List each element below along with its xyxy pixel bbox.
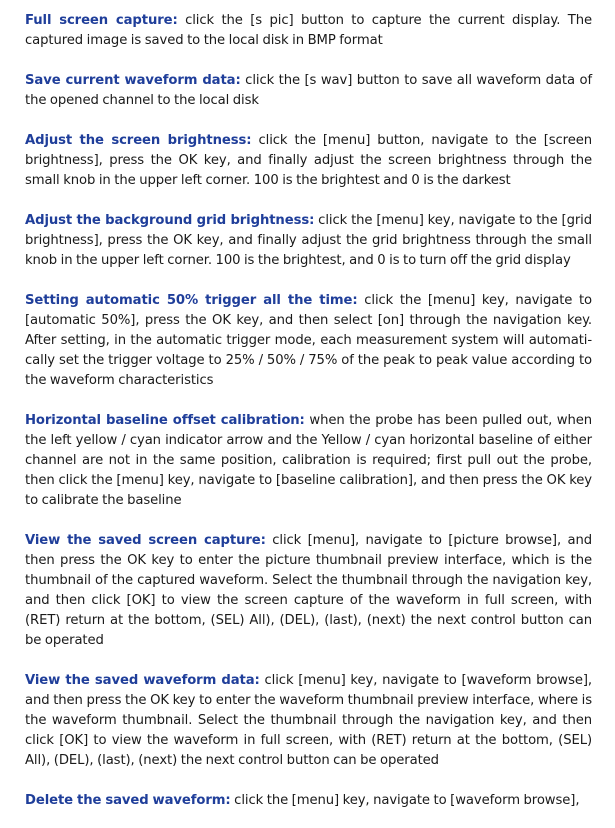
entry-text: click the [s pic] button to capture the current display. The captured image is saved to the local disk in BMP format xyxy=(25,13,593,48)
entry-text: click [menu] key, navigate to [waveform browse], and then press the OK key to enter the waveform thumbnail preview interface, where is the waveform thumbnail. Select the thumbnail through the navigation key, and then click [OK] to view the waveform in full screen, with (RET) return at the bottom, (SEL) All), (DEL), (last), (next) the next control button can be operated xyxy=(25,673,593,768)
entry-term: Setting automatic 50% trigger all the time: xyxy=(25,293,358,308)
entry-term: Save current waveform data: xyxy=(25,73,241,88)
entry-screen-brightness xyxy=(25,131,592,191)
entry-view-screen-capture xyxy=(25,531,592,651)
entry-view-waveform-data xyxy=(25,671,592,771)
entry-term: View the saved waveform data: xyxy=(25,673,260,688)
entry-text: click the [s wav] button to save all waveform data of the opened channel to the local disk xyxy=(25,73,592,108)
entry-text: click the [menu] key, navigate to [waveform browse], xyxy=(230,793,580,808)
entry-full-screen-capture xyxy=(25,11,592,51)
entry-text: click the [menu] button, navigate to the [screen brightness], press the OK key, and finally adjust the screen brightness through the small knob in the upper left corner. 100 is the brightest and 0 is the darkest xyxy=(25,133,592,188)
entry-text: click [menu], navigate to [picture browse], and then press the OK key to enter the picture thumbnail preview interface, which is the thumbnail of the captured waveform. Select the thumbnail through the navigation key, and then click [OK] to view the screen capture of the waveform in full screen, with (RET) return at the bottom, (SEL) All), (DEL), (last), (next) the next control button can be operated xyxy=(25,533,592,648)
entry-term: Adjust the background grid brightness: xyxy=(25,213,315,228)
entry-term: Delete the saved waveform: xyxy=(25,793,231,808)
entry-term: Adjust the screen brightness: xyxy=(25,133,252,148)
entry-automatic-50-trigger xyxy=(25,291,592,391)
entry-grid-brightness xyxy=(25,211,592,271)
entry-term: Full screen capture: xyxy=(25,13,178,28)
entry-text: when the probe has been pulled out, when the left yellow / cyan indicator arrow and the Yellow / cyan horizontal baseline of either channel are not in the same position, calibration is required; first pull out the probe, then click the [menu] key, navigate to [baseline calibration], and then press the OK key to calibrate the baseline xyxy=(25,413,593,508)
entry-baseline-calibration xyxy=(25,411,592,511)
entry-delete-saved-waveform xyxy=(25,791,592,811)
entry-term: Horizontal baseline offset calibration: xyxy=(25,413,305,428)
entry-text: click the [menu] key, navigate to [automatic 50%], press the OK key, and then select [on] through the navigation key. After setting, in the automatic trigger mode, each measurement system will automati-cally set the trigger voltage to 25% / 50% / 75% of the peak to peak value according to the waveform characteristics xyxy=(25,293,592,388)
entry-term: View the saved screen capture: xyxy=(25,533,266,548)
entry-save-waveform-data xyxy=(25,71,592,111)
entry-text: click the [menu] key, navigate to the [grid brightness], press the OK key, and finally adjust the grid brightness through the small knob in the upper left corner. 100 is the brightest, and 0 is to turn off the grid display xyxy=(25,213,592,268)
